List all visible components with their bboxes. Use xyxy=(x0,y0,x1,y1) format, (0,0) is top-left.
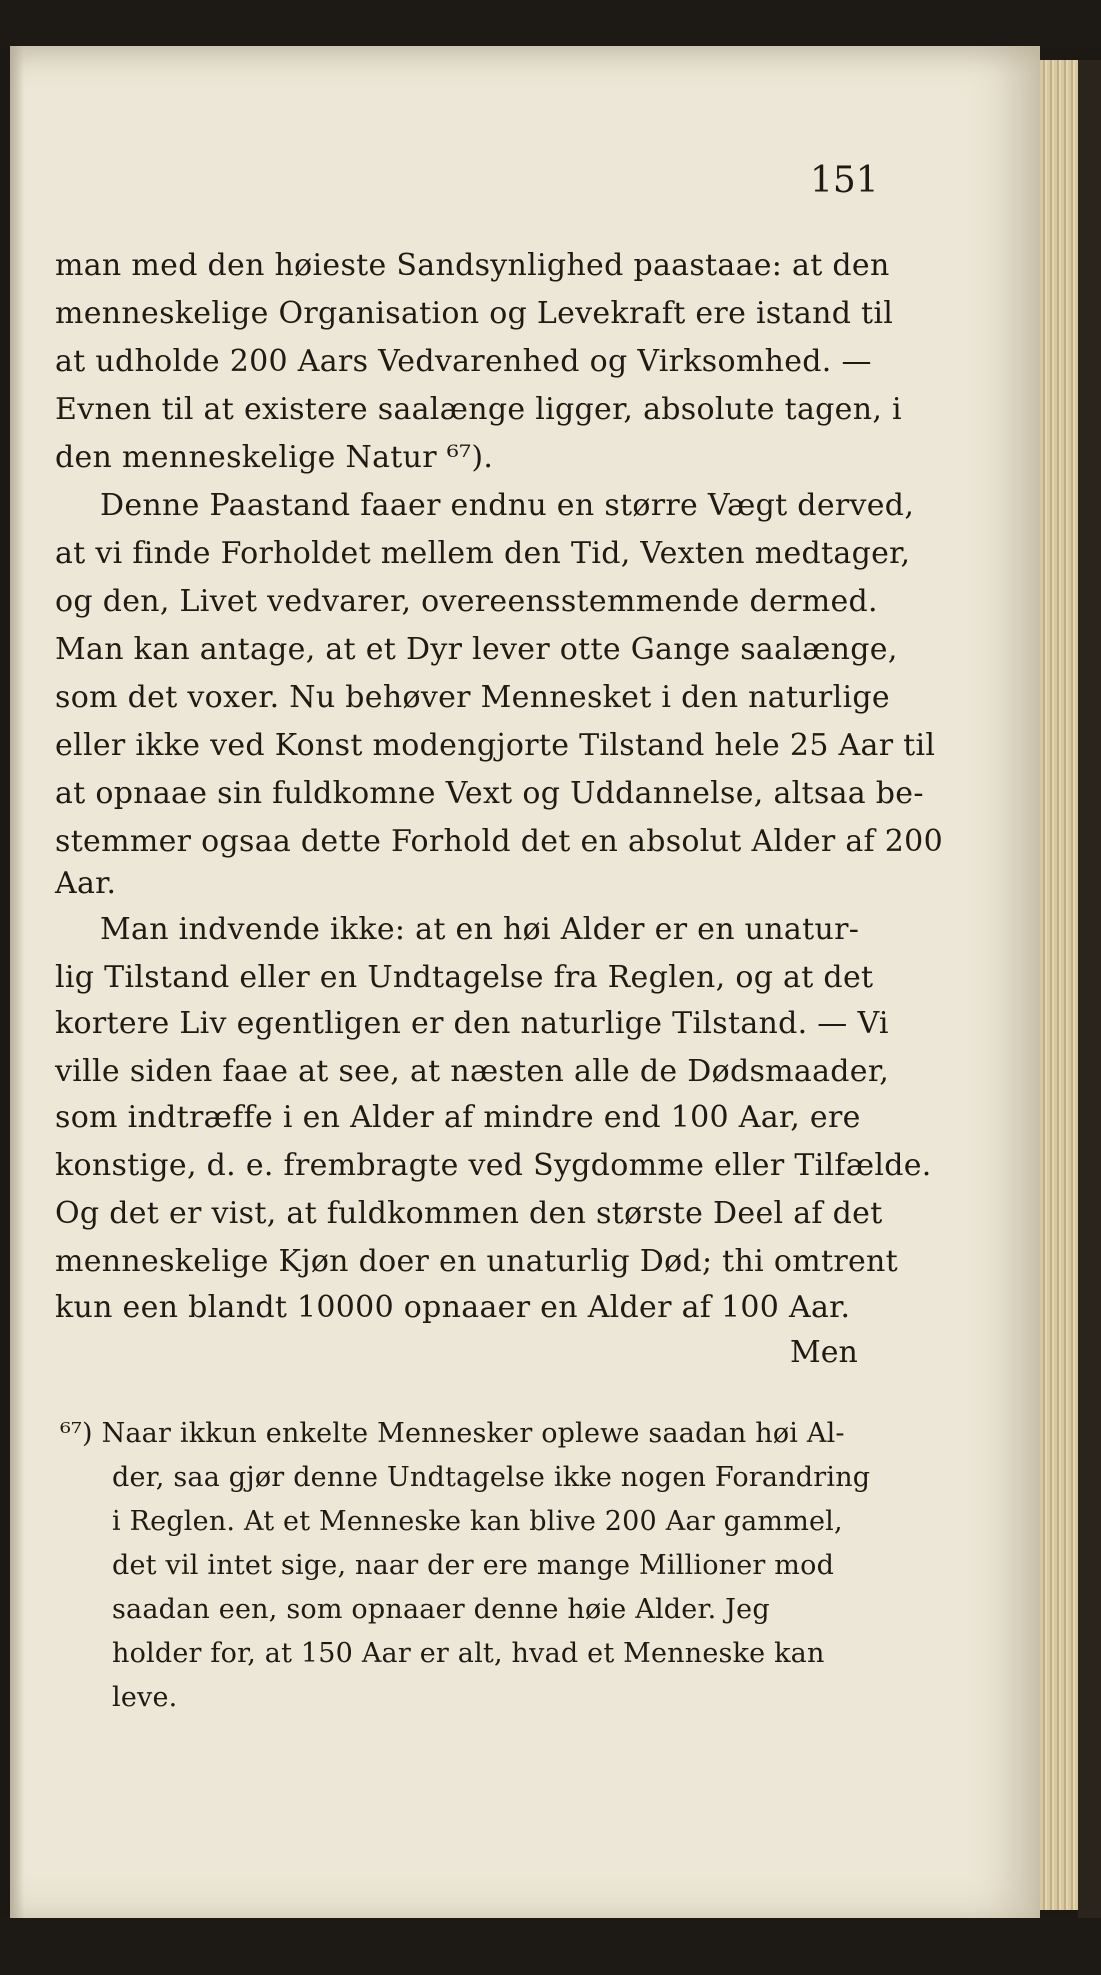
spine-shadow xyxy=(10,46,24,1918)
footnote-line: saadan een, som opnaaer denne høie Alder. Jeg xyxy=(112,1594,770,1625)
page-edges xyxy=(1040,60,1078,1910)
body-line: menneskelige Kjøn doer en unaturlig Død; thi omtrent xyxy=(55,1244,899,1279)
body-line: som det voxer. Nu behøver Mennesket i den naturlige xyxy=(55,680,890,715)
body-line: og den, Livet vedvarer, overeensstemmende dermed. xyxy=(55,584,878,619)
scan-background-top xyxy=(0,0,1101,48)
body-line: kun een blandt 10000 opnaaer en Alder af 100 Aar. xyxy=(55,1290,851,1325)
footnote-line: der, saa gjør denne Undtagelse ikke nogen Forandring xyxy=(112,1462,871,1493)
footnote-line: det vil intet sige, naar der ere mange Millioner mod xyxy=(112,1550,835,1581)
body-line: som indtræffe i en Alder af mindre end 100 Aar, ere xyxy=(55,1100,861,1135)
body-line: Aar. xyxy=(55,866,117,901)
book-cover-edge xyxy=(1078,60,1101,1918)
body-line: lig Tilstand eller en Undtagelse fra Reglen, og at det xyxy=(55,960,874,995)
body-line: eller ikke ved Konst modengjorte Tilstand hele 25 Aar til xyxy=(55,728,936,763)
body-line: konstige, d. e. frembragte ved Sygdomme eller Tilfælde. xyxy=(55,1148,932,1183)
body-line: Man indvende ikke: at en høi Alder er en unatur- xyxy=(100,912,860,947)
body-line: at opnaae sin fuldkomne Vext og Uddannelse, altsaa be- xyxy=(55,776,924,811)
page-number: 151 xyxy=(810,160,879,201)
body-line: menneskelige Organisation og Levekraft ere istand til xyxy=(55,296,894,331)
body-line: Denne Paastand faaer endnu en større Vægt derved, xyxy=(100,488,915,523)
body-line: at udholde 200 Aars Vedvarenhed og Virksomhed. — xyxy=(55,344,872,379)
catchword: Men xyxy=(790,1335,858,1370)
body-line: man med den høieste Sandsynlighed paastaae: at den xyxy=(55,248,890,283)
footnote-line: leve. xyxy=(112,1682,178,1713)
body-line: den menneskelige Natur ⁶⁷). xyxy=(55,440,494,475)
body-line: Og det er vist, at fuldkommen den største Deel af det xyxy=(55,1196,883,1231)
body-line: stemmer ogsaa dette Forhold det en absolut Alder af 200 xyxy=(55,824,943,859)
body-line: Evnen til at existere saalænge ligger, absolute tagen, i xyxy=(55,392,902,427)
body-line: at vi finde Forholdet mellem den Tid, Vexten medtager, xyxy=(55,536,911,571)
scan-background-bottom xyxy=(0,1918,1101,1975)
body-line: kortere Liv egentligen er den naturlige Tilstand. — Vi xyxy=(55,1006,889,1041)
footnote-line: holder for, at 150 Aar er alt, hvad et Menneske kan xyxy=(112,1638,825,1669)
body-line: ville siden faae at see, at næsten alle de Dødsmaader, xyxy=(55,1054,890,1089)
footnote-line: i Reglen. At et Menneske kan blive 200 Aar gammel, xyxy=(112,1506,843,1537)
body-line: Man kan antage, at et Dyr lever otte Gange saalænge, xyxy=(55,632,898,667)
footnote-line: ⁶⁷) Naar ikkun enkelte Mennesker oplewe saadan høi Al- xyxy=(60,1418,845,1449)
